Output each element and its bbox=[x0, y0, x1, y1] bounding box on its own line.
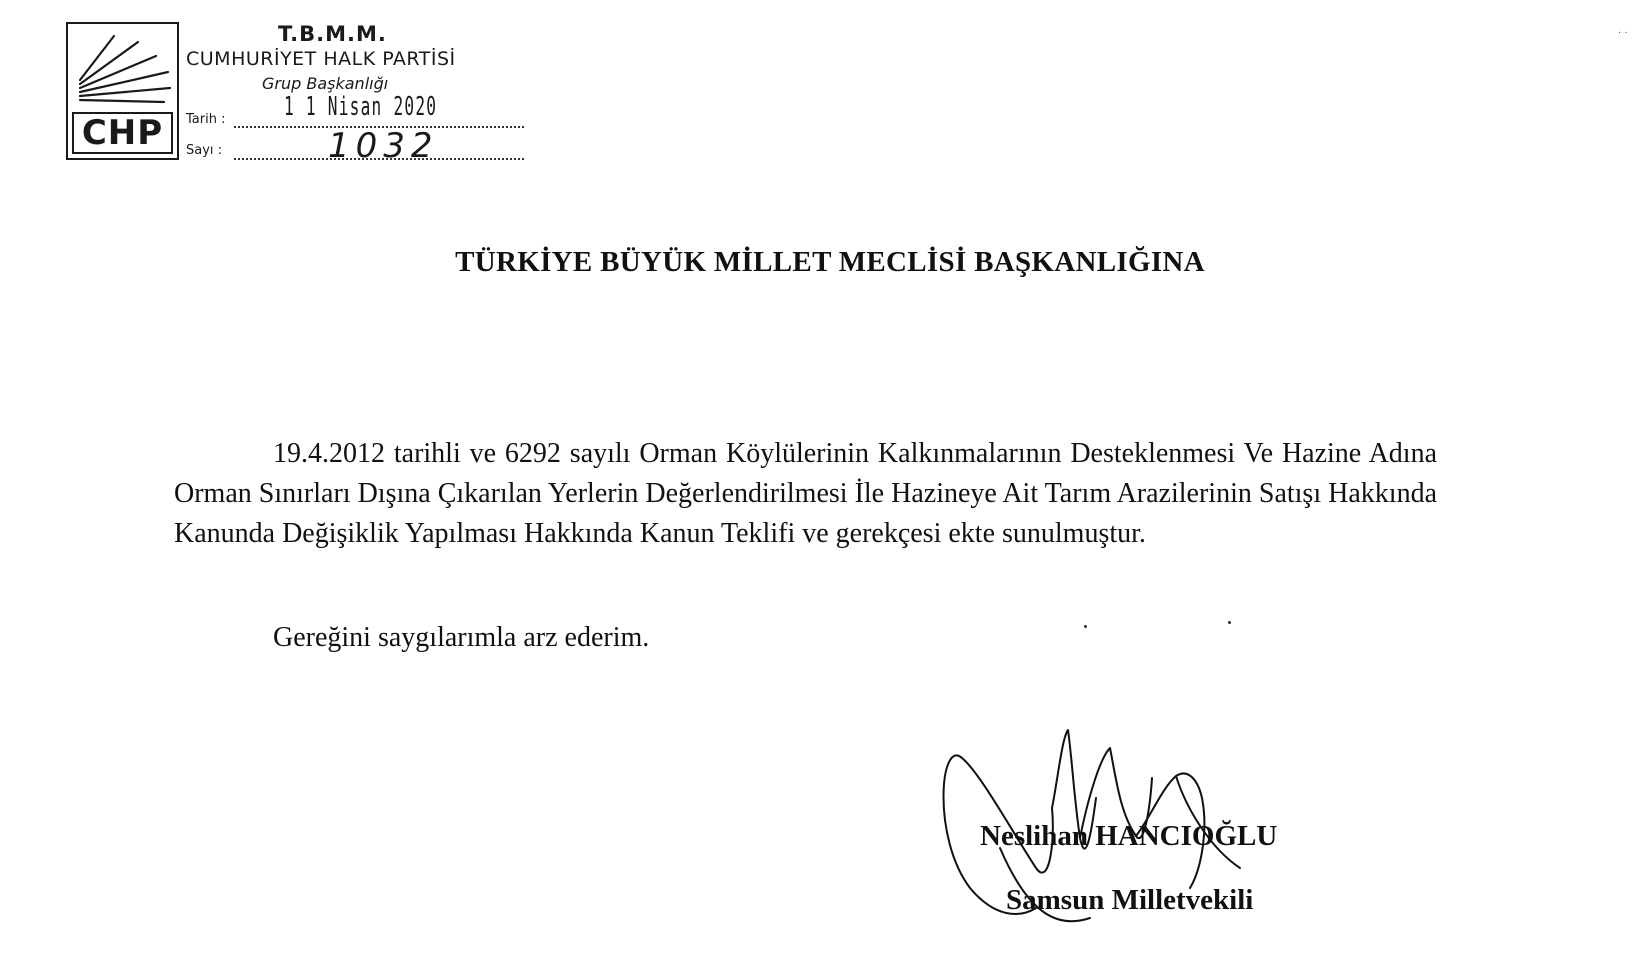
chp-logo bbox=[66, 22, 179, 160]
scan-speck bbox=[1084, 625, 1087, 628]
logo-text: CHP bbox=[72, 112, 173, 154]
party-stamp bbox=[66, 22, 536, 172]
document-heading bbox=[0, 246, 1648, 279]
signer-title: Samsun Milletvekili bbox=[1006, 884, 1254, 916]
heading-text: TÜRKİYE BÜYÜK MİLLET MECLİSİ BAŞKANLIĞINA bbox=[455, 246, 1205, 278]
body-paragraph: 19.4.2012 tarihli ve 6292 sayılı Orman Köylülerinin Kalkınmalarının Desteklenmesi Ve Hazine Adına Orman Sınırları Dışına Çıkarılan Yerlerin Değerlendirilmesi İle Hazineye Ait Tarım Arazilerinin Satışı Hakkında Kanunda Değişiklik Yapılması Hakkında Kanun Teklifi ve gerekçesi ekte sunulmuştur. bbox=[174, 438, 1437, 549]
stamp-group: Grup Başkanlığı bbox=[262, 74, 389, 93]
stamp-number-label: Sayı : bbox=[186, 143, 223, 158]
stamp-date-value: 1 1 Nisan 2020 bbox=[284, 92, 438, 122]
stamp-date-label: Tarih : bbox=[186, 112, 226, 127]
closing-sentence: Gereğini saygılarımla arz ederim. bbox=[273, 622, 650, 653]
scan-speck: · · bbox=[1618, 28, 1628, 39]
stamp-party-name: CUMHURİYET HALK PARTİSİ bbox=[186, 48, 456, 70]
scan-speck bbox=[1228, 621, 1231, 624]
sun-rays-icon bbox=[72, 28, 176, 108]
stamp-institution: T.B.M.M. bbox=[278, 22, 387, 46]
signer-name: Neslihan HANCIOĞLU bbox=[980, 820, 1278, 852]
stamp-number-value: 1032 bbox=[328, 126, 439, 166]
